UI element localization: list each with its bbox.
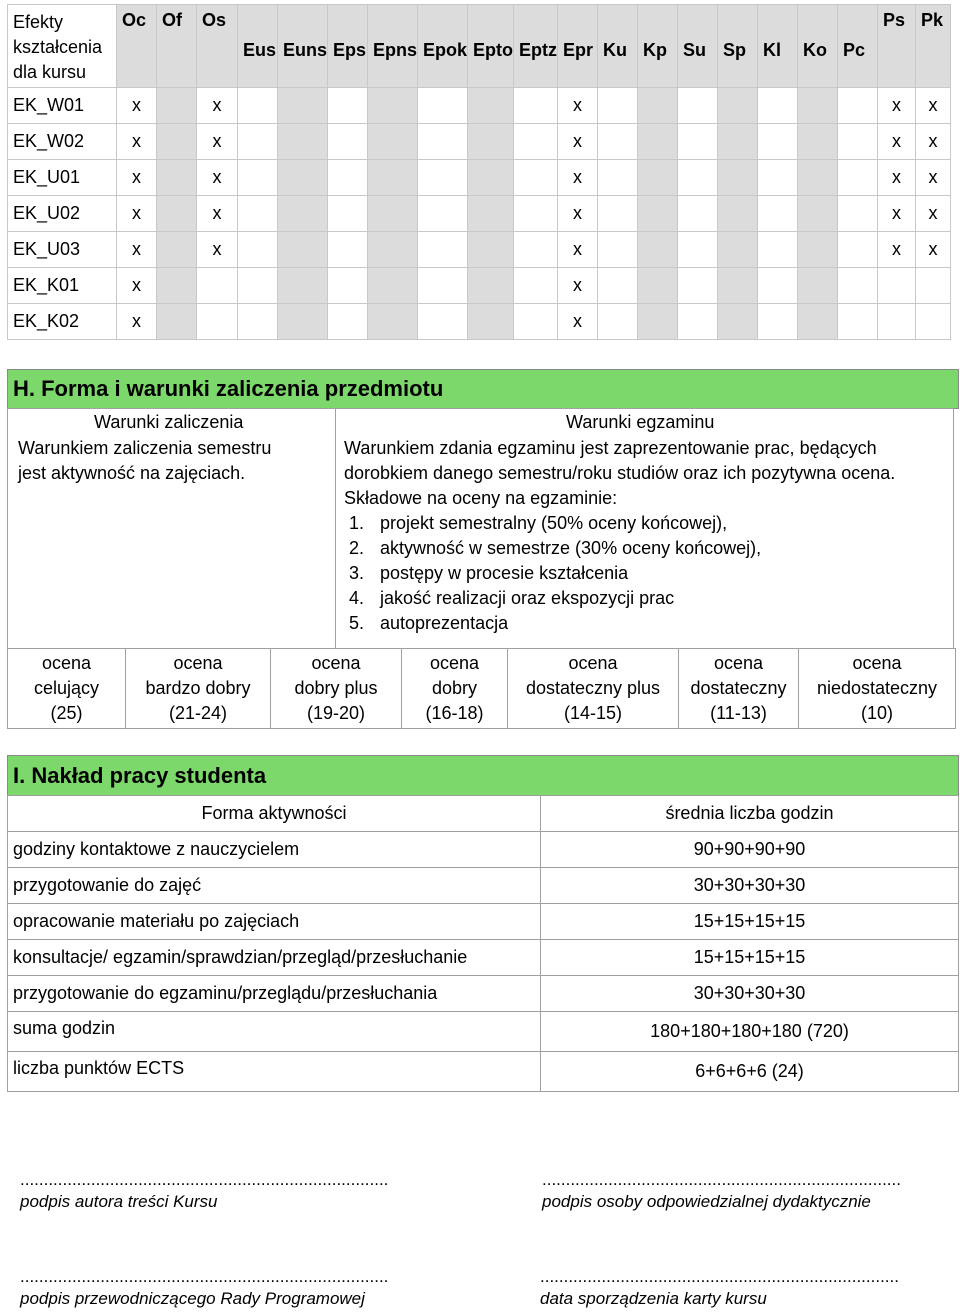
cell-pc <box>838 88 878 124</box>
workload-row <box>8 832 959 868</box>
grade-word: ocena <box>713 653 764 673</box>
pass-conditions-title: Warunki zaliczenia <box>94 412 244 432</box>
cell-kp <box>638 196 678 232</box>
cell-kl <box>758 160 798 196</box>
cell-epr: x <box>558 232 598 268</box>
cell-epr: x <box>558 160 598 196</box>
cell-eus <box>238 268 278 304</box>
cell-eps <box>328 196 368 232</box>
activity-cell: godziny kontaktowe z nauczycielem <box>8 832 541 868</box>
cell-su <box>678 304 718 340</box>
effects-row <box>8 124 951 160</box>
cell-os: x <box>197 160 238 196</box>
cell-epns <box>368 160 418 196</box>
signature-date-caption: data sporządzenia karty kursu <box>540 1289 767 1308</box>
grade-cell <box>402 649 508 729</box>
cell-epok <box>418 304 468 340</box>
pass-conditions-text <box>18 436 271 486</box>
effects-row <box>8 196 951 232</box>
cell-pk: x <box>916 232 951 268</box>
cell-ps: x <box>878 196 916 232</box>
exam-conditions-text <box>344 436 895 636</box>
col-header-pk: Pk <box>916 5 951 88</box>
col-header-kp: Kp <box>638 5 678 88</box>
grade-points: (16-18) <box>425 703 484 723</box>
cell-os: x <box>197 232 238 268</box>
exam-component-text: postępy w procesie kształcenia <box>380 563 629 583</box>
cell-euns <box>278 304 328 340</box>
exam-conditions-line: dorobkiem danego semestru/roku studiów oraz ich pozytywna ocena. <box>344 463 896 483</box>
cell-oc: x <box>117 88 157 124</box>
workload-row <box>8 1052 959 1092</box>
activity-column-header: Forma aktywności <box>8 796 541 832</box>
cell-of <box>157 88 197 124</box>
col-header-epok: Epok <box>418 5 468 88</box>
cell-ku <box>598 124 638 160</box>
workload-header-row <box>8 796 959 832</box>
cell-ko <box>798 232 838 268</box>
hours-cell: 30+30+30+30 <box>541 976 959 1012</box>
exam-component-item <box>344 561 895 586</box>
grade-name: dostateczny <box>690 678 787 698</box>
cell-eus <box>238 88 278 124</box>
cell-kl <box>758 124 798 160</box>
cell-ps: x <box>878 88 916 124</box>
cell-ps <box>878 268 916 304</box>
grade-word: ocena <box>41 653 92 673</box>
cell-euns <box>278 160 328 196</box>
cell-su <box>678 232 718 268</box>
exam-conditions-line: Warunkiem zdania egzaminu jest zaprezentowanie prac, będących <box>344 438 877 458</box>
exam-component-item <box>344 511 895 536</box>
effects-row <box>8 160 951 196</box>
cell-os <box>197 304 238 340</box>
section-h-title: H. Forma i warunki zaliczenia przedmiotu <box>13 376 444 401</box>
signature-date <box>540 1267 899 1309</box>
cell-epto <box>468 124 514 160</box>
cell-pc <box>838 124 878 160</box>
col-header-sp: Sp <box>718 5 758 88</box>
cell-epr: x <box>558 124 598 160</box>
workload-row <box>8 868 959 904</box>
effect-code: EK_W01 <box>8 88 117 124</box>
cell-epns <box>368 88 418 124</box>
cell-kp <box>638 304 678 340</box>
exam-component-number: 3. <box>349 563 365 583</box>
cell-epto <box>468 196 514 232</box>
cell-eptz <box>514 160 558 196</box>
cell-of <box>157 232 197 268</box>
exam-components-intro: Składowe na oceny na egzaminie: <box>344 488 618 508</box>
cell-oc: x <box>117 304 157 340</box>
cell-pk <box>916 268 951 304</box>
cell-ku <box>598 196 638 232</box>
col-header-eus: Eus <box>238 5 278 88</box>
cell-eptz <box>514 88 558 124</box>
hours-cell: 180+180+180+180 (720) <box>541 1012 959 1052</box>
hours-cell: 15+15+15+15 <box>541 940 959 976</box>
cell-sp <box>718 160 758 196</box>
cell-pc <box>838 304 878 340</box>
grade-word: ocena <box>568 653 618 673</box>
cell-pc <box>838 160 878 196</box>
cell-epok <box>418 268 468 304</box>
cell-eus <box>238 196 278 232</box>
grades-table <box>7 648 956 729</box>
workload-row <box>8 976 959 1012</box>
cell-kp <box>638 232 678 268</box>
effect-code: EK_U02 <box>8 196 117 232</box>
grade-points: (10) <box>860 703 893 723</box>
cell-pk: x <box>916 160 951 196</box>
cell-ku <box>598 160 638 196</box>
cell-ko <box>798 268 838 304</box>
cell-ko <box>798 304 838 340</box>
cell-euns <box>278 88 328 124</box>
cell-of <box>157 160 197 196</box>
cell-kp <box>638 160 678 196</box>
cell-ko <box>798 160 838 196</box>
cell-epto <box>468 268 514 304</box>
exam-component-text: aktywność w semestrze (30% oceny końcowej), <box>380 538 762 558</box>
cell-pk: x <box>916 196 951 232</box>
col-header-kl: Kl <box>758 5 798 88</box>
cell-of <box>157 268 197 304</box>
exam-component-item <box>344 536 895 561</box>
cell-eus <box>238 232 278 268</box>
signature-author <box>20 1170 388 1212</box>
cell-su <box>678 124 718 160</box>
cell-kp <box>638 88 678 124</box>
exam-component-text: autoprezentacja <box>380 613 509 633</box>
activity-cell: przygotowanie do egzaminu/przeglądu/przesłuchania <box>8 976 541 1012</box>
cell-su <box>678 160 718 196</box>
signature-chair <box>20 1267 388 1309</box>
col-header-eps: Eps <box>328 5 368 88</box>
cell-epto <box>468 160 514 196</box>
cell-euns <box>278 196 328 232</box>
cell-kl <box>758 88 798 124</box>
cell-epr: x <box>558 268 598 304</box>
effects-table <box>7 4 951 340</box>
effects-row <box>8 304 951 340</box>
cell-kp <box>638 268 678 304</box>
cell-euns <box>278 232 328 268</box>
cell-epok <box>418 88 468 124</box>
cell-eus <box>238 304 278 340</box>
cell-epok <box>418 232 468 268</box>
grade-name: niedostateczny <box>816 678 938 698</box>
grade-points: (14-15) <box>563 703 623 723</box>
signature-line: .............................................................................. <box>20 1267 389 1286</box>
cell-epns <box>368 124 418 160</box>
exam-component-number: 1. <box>349 513 365 533</box>
cell-pc <box>838 196 878 232</box>
grade-name: dostateczny plus <box>525 678 661 698</box>
signature-didactic <box>542 1170 901 1212</box>
grade-cell <box>126 649 271 729</box>
effect-code: EK_U03 <box>8 232 117 268</box>
grade-cell <box>799 649 956 729</box>
section-h-header <box>7 369 959 409</box>
cell-oc: x <box>117 196 157 232</box>
cell-ku <box>598 304 638 340</box>
exam-component-number: 4. <box>349 588 365 608</box>
cell-euns <box>278 268 328 304</box>
grade-word: ocena <box>311 653 361 673</box>
hours-cell: 6+6+6+6 (24) <box>541 1052 959 1092</box>
grade-word: ocena <box>852 653 902 673</box>
cell-eptz <box>514 124 558 160</box>
hours-column-header: średnia liczba godzin <box>541 796 959 832</box>
cell-oc: x <box>117 160 157 196</box>
signature-chair-caption: podpis przewodniczącego Rady Programowej <box>20 1289 365 1308</box>
grade-word: ocena <box>173 653 223 673</box>
cell-epns <box>368 268 418 304</box>
cell-kl <box>758 232 798 268</box>
cell-of <box>157 196 197 232</box>
col-header-su: Su <box>678 5 718 88</box>
pass-conditions-line: Warunkiem zaliczenia semestru <box>18 438 272 458</box>
grade-points: (25) <box>50 703 83 723</box>
cell-sp <box>718 268 758 304</box>
grade-cell <box>679 649 799 729</box>
section-i-title: I. Nakład pracy studenta <box>13 762 267 788</box>
cell-su <box>678 88 718 124</box>
cell-ps: x <box>878 232 916 268</box>
exam-components-list <box>344 511 895 636</box>
pass-conditions-line: jest aktywność na zajęciach. <box>18 463 246 483</box>
cell-epr: x <box>558 88 598 124</box>
cell-os: x <box>197 196 238 232</box>
workload-row <box>8 1012 959 1052</box>
cell-pc <box>838 232 878 268</box>
col-header-epto: Epto <box>468 5 514 88</box>
grade-name: dobry <box>431 678 478 698</box>
cell-kl <box>758 268 798 304</box>
cell-os: x <box>197 124 238 160</box>
cell-of <box>157 304 197 340</box>
cell-eptz <box>514 268 558 304</box>
grade-name: bardzo dobry <box>145 678 251 698</box>
cell-oc: x <box>117 232 157 268</box>
effects-header-row <box>8 5 951 88</box>
activity-cell: opracowanie materiału po zajęciach <box>8 904 541 940</box>
cell-pk: x <box>916 88 951 124</box>
activity-cell: suma godzin <box>8 1012 541 1052</box>
activity-cell: przygotowanie do zajęć <box>8 868 541 904</box>
cell-ko <box>798 88 838 124</box>
signature-line: ............................................................................ <box>540 1267 899 1286</box>
cell-ko <box>798 196 838 232</box>
cell-kl <box>758 304 798 340</box>
col-header-ps: Ps <box>878 5 916 88</box>
cell-eps <box>328 88 368 124</box>
cell-ps: x <box>878 124 916 160</box>
cell-eps <box>328 232 368 268</box>
exam-component-text: jakość realizacji oraz ekspozycji prac <box>380 588 675 608</box>
signature-didactic-caption: podpis osoby odpowiedzialnej dydaktycznie <box>542 1192 871 1211</box>
col-header-os: Os <box>197 5 238 88</box>
cell-pc <box>838 268 878 304</box>
cell-epok <box>418 124 468 160</box>
exam-component-text: projekt semestralny (50% oceny końcowej), <box>380 513 728 533</box>
cell-su <box>678 196 718 232</box>
cell-epok <box>418 196 468 232</box>
col-header-pc: Pc <box>838 5 878 88</box>
exam-component-item <box>344 611 895 636</box>
cell-eus <box>238 124 278 160</box>
effect-code: EK_W02 <box>8 124 117 160</box>
cell-pk <box>916 304 951 340</box>
grades-row <box>8 649 956 729</box>
cell-eps <box>328 268 368 304</box>
cell-pk: x <box>916 124 951 160</box>
cell-kl <box>758 196 798 232</box>
cell-ku <box>598 268 638 304</box>
cell-of <box>157 124 197 160</box>
cell-euns <box>278 124 328 160</box>
col-header-ku: Ku <box>598 5 638 88</box>
col-header-euns: Euns <box>278 5 328 88</box>
grade-points: (19-20) <box>306 703 366 723</box>
cell-epns <box>368 304 418 340</box>
exam-component-number: 5. <box>349 613 365 633</box>
effect-code: EK_K02 <box>8 304 117 340</box>
cell-su <box>678 268 718 304</box>
cell-ku <box>598 232 638 268</box>
activity-cell: liczba punktów ECTS <box>8 1052 541 1092</box>
cell-ko <box>798 124 838 160</box>
cell-epto <box>468 304 514 340</box>
signature-line: ............................................................................ <box>542 1170 901 1189</box>
cell-os: x <box>197 88 238 124</box>
cell-eus <box>238 160 278 196</box>
cell-eps <box>328 124 368 160</box>
effects-label: Efekty kształcenia dla kursu <box>8 5 117 88</box>
grade-cell <box>271 649 402 729</box>
col-header-epr: Epr <box>558 5 598 88</box>
grade-points: (21-24) <box>168 703 228 723</box>
hours-cell: 90+90+90+90 <box>541 832 959 868</box>
exam-component-item <box>344 586 895 611</box>
workload-row <box>8 940 959 976</box>
effect-code: EK_K01 <box>8 268 117 304</box>
col-header-oc: Oc <box>117 5 157 88</box>
effects-row <box>8 268 951 304</box>
effects-row <box>8 88 951 124</box>
exam-component-number: 2. <box>349 538 365 558</box>
cell-epr: x <box>558 304 598 340</box>
section-i-header <box>7 755 959 796</box>
exam-conditions-title: Warunki egzaminu <box>566 412 715 432</box>
cell-epto <box>468 232 514 268</box>
signature-line: .............................................................................. <box>20 1170 389 1189</box>
cell-os <box>197 268 238 304</box>
col-header-ko: Ko <box>798 5 838 88</box>
cell-kp <box>638 124 678 160</box>
activity-cell: konsultacje/ egzamin/sprawdzian/przegląd/przesłuchanie <box>8 940 541 976</box>
workload-table <box>7 795 959 1092</box>
col-header-of: Of <box>157 5 197 88</box>
grade-name: celujący <box>33 678 100 698</box>
cell-oc: x <box>117 268 157 304</box>
grade-cell <box>8 649 126 729</box>
col-header-epns: Epns <box>368 5 418 88</box>
cell-epr: x <box>558 196 598 232</box>
grade-name: dobry plus <box>294 678 378 698</box>
cell-epok <box>418 160 468 196</box>
cell-eptz <box>514 232 558 268</box>
col-header-eptz: Eptz <box>514 5 558 88</box>
cell-oc: x <box>117 124 157 160</box>
grade-word: ocena <box>429 653 480 673</box>
effect-code: EK_U01 <box>8 160 117 196</box>
cell-sp <box>718 232 758 268</box>
cell-sp <box>718 304 758 340</box>
cell-epto <box>468 88 514 124</box>
cell-eps <box>328 304 368 340</box>
cell-ps: x <box>878 160 916 196</box>
hours-cell: 15+15+15+15 <box>541 904 959 940</box>
cell-ku <box>598 88 638 124</box>
workload-row <box>8 904 959 940</box>
cell-eps <box>328 160 368 196</box>
cell-sp <box>718 124 758 160</box>
cell-eptz <box>514 304 558 340</box>
grade-cell <box>508 649 679 729</box>
cell-epns <box>368 196 418 232</box>
cell-eptz <box>514 196 558 232</box>
effects-row <box>8 232 951 268</box>
grade-points: (11-13) <box>710 703 767 723</box>
hours-cell: 30+30+30+30 <box>541 868 959 904</box>
cell-sp <box>718 88 758 124</box>
signature-author-caption: podpis autora treści Kursu <box>20 1192 218 1211</box>
cell-ps <box>878 304 916 340</box>
cell-sp <box>718 196 758 232</box>
cell-epns <box>368 232 418 268</box>
